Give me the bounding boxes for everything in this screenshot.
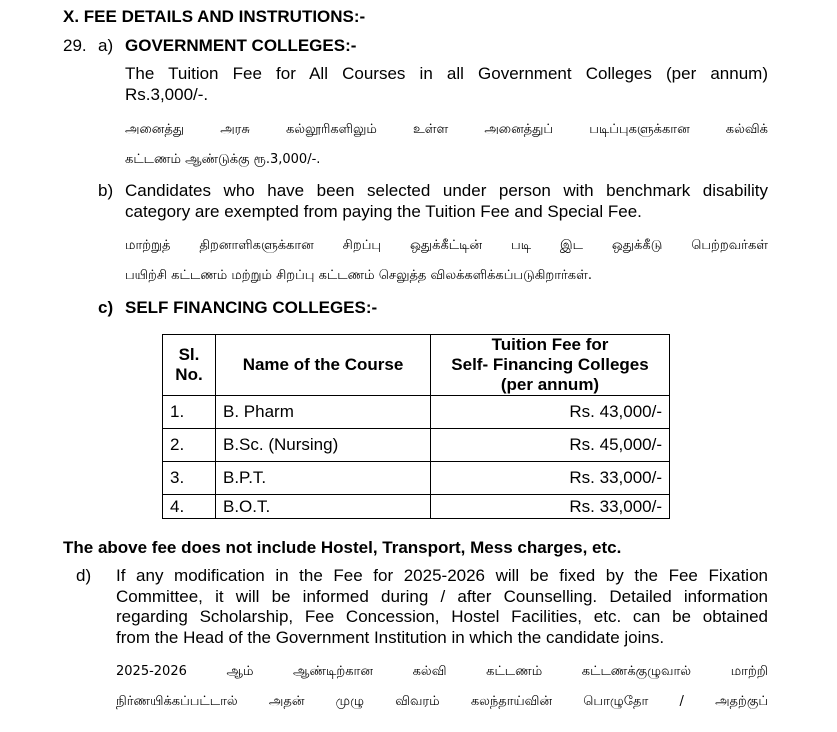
modification-tamil-line1: 2025-2026 ஆம் ஆண்டிற்கான கல்வி கட்டணம் கட்டணக்குழுவால் மாற்றி [116,664,768,679]
table-header-row [163,335,670,396]
fee-exclusion-note: The above fee does not include Hostel, Transport, Mess charges, etc. [63,538,622,557]
table-row [163,396,670,429]
row-course: B.O.T. [216,495,431,519]
row-fee: Rs. 33,000/- [431,462,670,495]
govt-fee-tamil-line1: அனைத்து அரசு கல்லூரிகளிலும் உள்ள அனைத்துப் படிப்புகளுக்கான கல்விக் [125,122,768,137]
header-fee-line3: (per annum) [500,375,600,394]
modification-line2: Committee, it will be informed during / after Counselling. Detailed information [116,587,768,606]
table-row [163,495,670,519]
disability-line2: category are exempted from paying the Tuition Fee and Special Fee. [125,202,642,221]
item-b-marker: b) [98,181,114,200]
row-fee: Rs. 43,000/- [431,396,670,429]
disability-line1: Candidates who have been selected under person with benchmark disability [125,181,768,200]
government-colleges-heading: GOVERNMENT COLLEGES:- [125,36,357,55]
govt-fee-tamil-line2: கட்டணம் ஆண்டுக்கு ரூ.3,000/-. [125,152,321,167]
table-row [163,462,670,495]
row-fee: Rs. 45,000/- [431,429,670,462]
row-sl: 1. [163,396,216,429]
govt-fee-line1: The Tuition Fee for All Courses in all Government Colleges (per annum) [125,64,768,83]
disability-tamil-line1: மாற்றுத் திறனாளிகளுக்கான சிறப்பு ஒதுக்கீட்டின் படி இட ஒதுக்கீடு பெற்றவர்கள் [125,238,768,253]
item-number: 29. [63,36,87,55]
section-title: X. FEE DETAILS AND INSTRUTIONS:- [63,7,366,26]
row-course: B.Sc. (Nursing) [216,429,431,462]
row-course: B.P.T. [216,462,431,495]
header-sl-line2: No. [175,365,203,384]
table-row [163,429,670,462]
item-d-marker: d) [76,566,92,585]
row-sl: 4. [163,495,216,519]
row-course: B. Pharm [216,396,431,429]
header-fee [431,335,670,396]
item-c-marker: c) [98,298,114,317]
self-financing-heading: SELF FINANCING COLLEGES:- [125,298,378,317]
header-sl-line1: Sl. [178,345,200,364]
govt-fee-line2: Rs.3,000/-. [125,85,209,104]
modification-line4: from the Head of the Government Institution in which the candidate joins. [116,628,665,647]
modification-line1: If any modification in the Fee for 2025-2026 will be fixed by the Fee Fixation [116,566,768,585]
header-course: Name of the Course [216,335,431,396]
header-fee-line2: Self- Financing Colleges [451,355,649,374]
row-sl: 2. [163,429,216,462]
fee-table [162,334,670,519]
modification-line3: regarding Scholarship, Fee Concession, Hostel Facilities, etc. can be obtained [116,607,768,626]
modification-tamil-line2: நிர்ணயிக்கப்பட்டால் அதன் முழு விவரம் கலந்தாய்வின் பொழுதோ / அதற்குப் [116,694,768,709]
header-sl-no [163,335,216,396]
item-a-marker: a) [98,36,114,55]
row-sl: 3. [163,462,216,495]
header-fee-line1: Tuition Fee for [491,335,609,354]
row-fee: Rs. 33,000/- [431,495,670,519]
disability-tamil-line2: பயிற்சி கட்டணம் மற்றும் சிறப்பு கட்டணம் செலுத்த விலக்களிக்கப்படுகிறார்கள். [125,268,592,283]
